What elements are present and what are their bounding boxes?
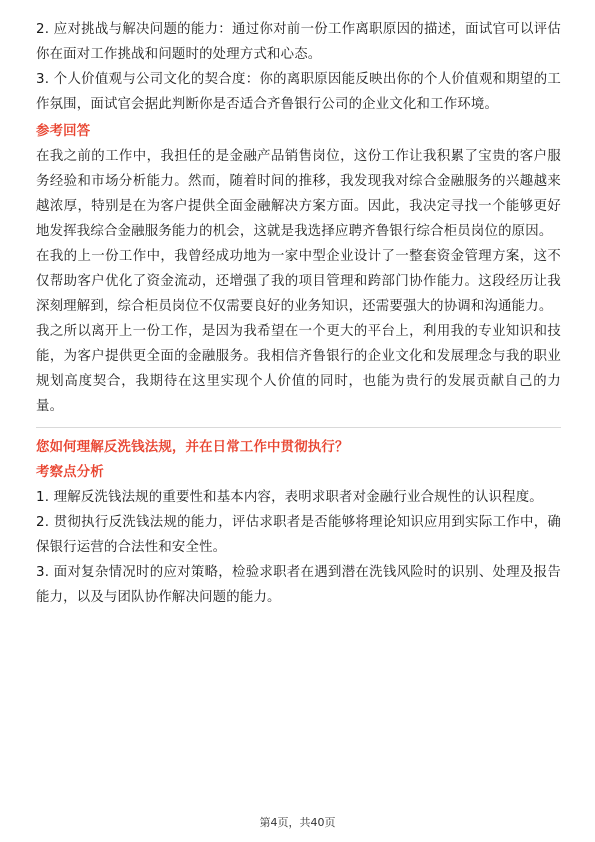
- reference-paragraph-3: 我之所以离开上一份工作，是因为我希望在一个更大的平台上，利用我的专业知识和技能，为客户提供更全面的金融服务。我相信齐鲁银行的企业文化和发展理念与我的职业规划高度契合，我期待在这里实现个人价值的同时，也能为贵行的发展贡献自己的力量。: [36, 324, 561, 414]
- reference-paragraph-2: 在我的上一份工作中，我曾经成功地为一家中型企业设计了一整套资金管理方案，这不仅帮助客户优化了资金流动，还增强了我的项目管理和跨部门协作能力。这段经历让我深刻理解到，综合柜员岗位不仅需要良好的业务知识，还需要强大的协调和沟通能力。: [36, 249, 561, 314]
- analysis-item-1: 1. 理解反洗钱法规的重要性和基本内容，表明求职者对金融行业合规性的认识程度。: [36, 490, 543, 505]
- top-item-3: 3. 个人价值观与公司文化的契合度：你的离职原因能反映出你的个人价值观和期望的工作氛围，面试官会据此判断你是否适合齐鲁银行公司的企业文化和工作环境。: [36, 72, 561, 112]
- analysis-item-2: 2. 贯彻执行反洗钱法规的能力，评估求职者是否能够将理论知识应用到实际工作中，确保银行运营的合法性和安全性。: [36, 515, 561, 555]
- analysis-heading: 考察点分析: [36, 465, 104, 480]
- section-divider: [36, 427, 561, 428]
- page-footer: 第4页，共40页: [259, 816, 336, 829]
- page-content: [36, 17, 561, 610]
- question-heading: 您如何理解反洗钱法规，并在日常工作中贯彻执行？: [36, 440, 349, 455]
- reference-heading: 参考回答: [36, 124, 91, 139]
- analysis-item-3: 3. 面对复杂情况时的应对策略，检验求职者在遇到潜在洗钱风险时的识别、处理及报告能力，以及与团队协作解决问题的能力。: [36, 565, 561, 605]
- reference-paragraph-1: 在我之前的工作中，我担任的是金融产品销售岗位，这份工作让我积累了宝贵的客户服务经验和市场分析能力。然而，随着时间的推移，我发现我对综合金融服务的兴趣越来越浓厚，特别是在为客户提供全面金融解决方案方面。因此，我决定寻找一个能够更好地发挥我综合金融服务能力的机会，这就是我选择应聘齐鲁银行综合柜员岗位的原因。: [36, 149, 561, 239]
- top-item-2: 2. 应对挑战与解决问题的能力：通过你对前一份工作离职原因的描述，面试官可以评估你在面对工作挑战和问题时的处理方式和心态。: [36, 22, 561, 62]
